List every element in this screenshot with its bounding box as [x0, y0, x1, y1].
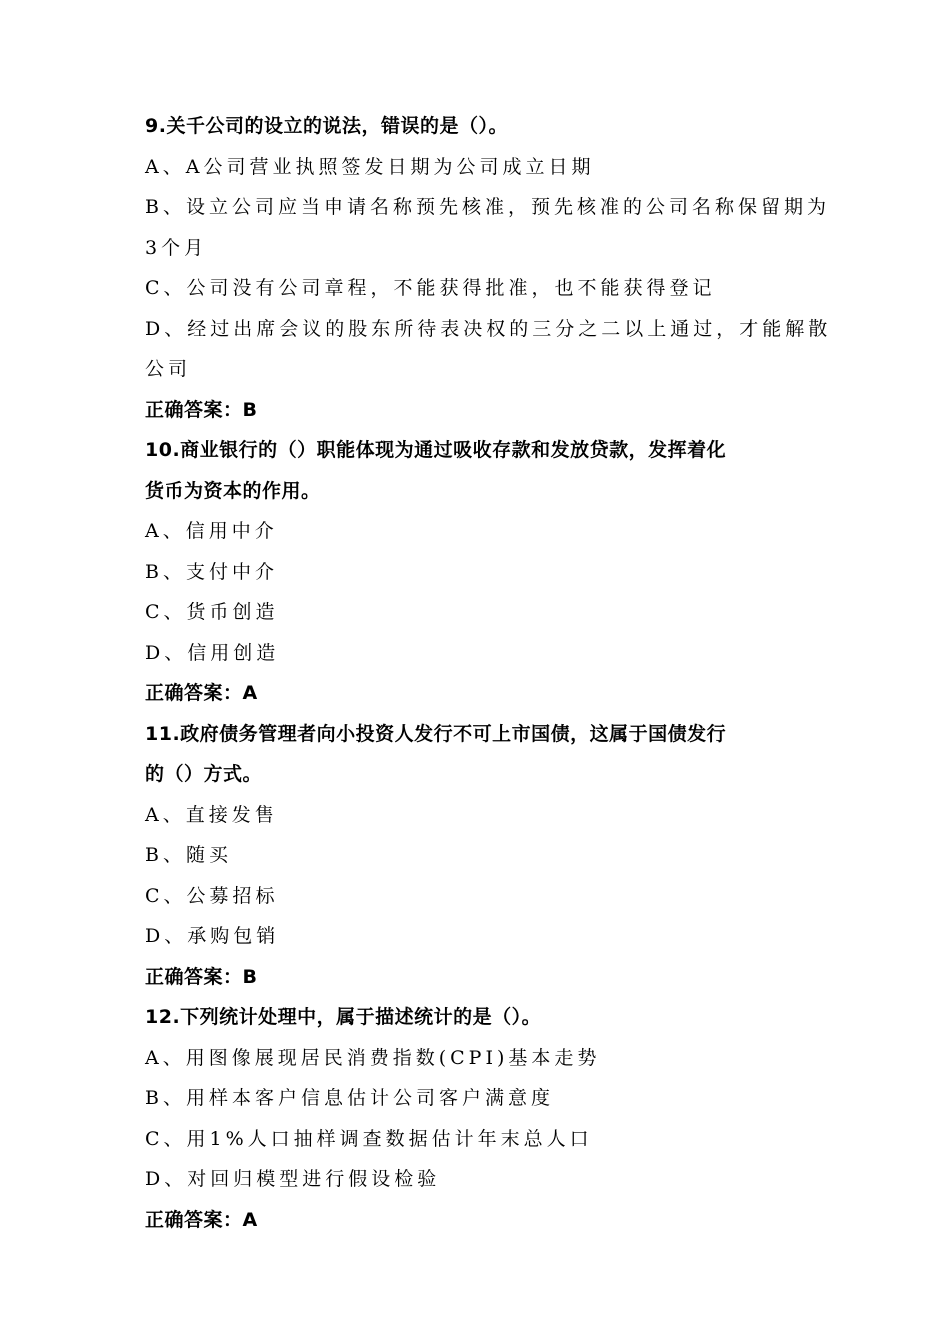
question-block	[145, 997, 810, 1240]
correct-answer: 正确答案：B	[145, 398, 258, 421]
question-stem-continued: 的（）方式。	[145, 763, 263, 785]
option-c: C、公募招标	[145, 884, 279, 907]
question-stem: 11.政府债务管理者向小投资人发行不可上市国债，这属于国债发行	[145, 722, 727, 745]
correct-answer: 正确答案：B	[145, 965, 258, 988]
option-b: B、随买	[145, 844, 232, 866]
correct-answer: 正确答案：A	[145, 1208, 258, 1231]
option-a: A、用图像展现居民消费指数(CPI)基本走势	[145, 1046, 601, 1069]
option-d: D、承购包销	[145, 925, 280, 947]
question-stem: 10.商业银行的（）职能体现为通过吸收存款和发放贷款，发挥着化	[145, 439, 727, 461]
option-b: B、设立公司应当申请名称预先核准，预先核准的公司名称保留期为	[145, 196, 830, 218]
question-block	[145, 106, 832, 430]
option-d: D、对回归模型进行假设检验	[145, 1168, 441, 1190]
option-c: C、用1%人口抽样调查数据估计年末总人口	[145, 1127, 593, 1150]
question-block	[145, 430, 810, 714]
option-b: B、支付中介	[145, 560, 278, 583]
option-a: A、直接发售	[145, 803, 278, 826]
option-a: A、A公司营业执照签发日期为公司成立日期	[145, 155, 595, 178]
option-d-continued: 公司	[145, 358, 192, 380]
option-b: B、用样本客户信息估计公司客户满意度	[145, 1087, 554, 1109]
option-d: D、信用创造	[145, 641, 280, 664]
question-block	[145, 714, 810, 998]
question-stem: 12.下列统计处理中，属于描述统计的是（）。	[145, 1006, 542, 1028]
question-stem: 9.关千公司的设立的说法，错误的是（）。	[145, 115, 508, 137]
correct-answer: 正确答案：A	[145, 682, 258, 704]
option-a: A、信用中介	[145, 520, 278, 542]
option-d: D、经过出席会议的股东所待表决权的三分之二以上通过，才能解散	[145, 317, 832, 340]
option-c: C、货币创造	[145, 601, 279, 623]
option-b-continued: 3个月	[145, 236, 208, 259]
exam-page	[145, 106, 832, 1240]
option-c: C、公司没有公司章程，不能获得批准，也不能获得登记	[145, 277, 716, 299]
question-stem-continued: 货币为资本的作用。	[145, 479, 321, 502]
